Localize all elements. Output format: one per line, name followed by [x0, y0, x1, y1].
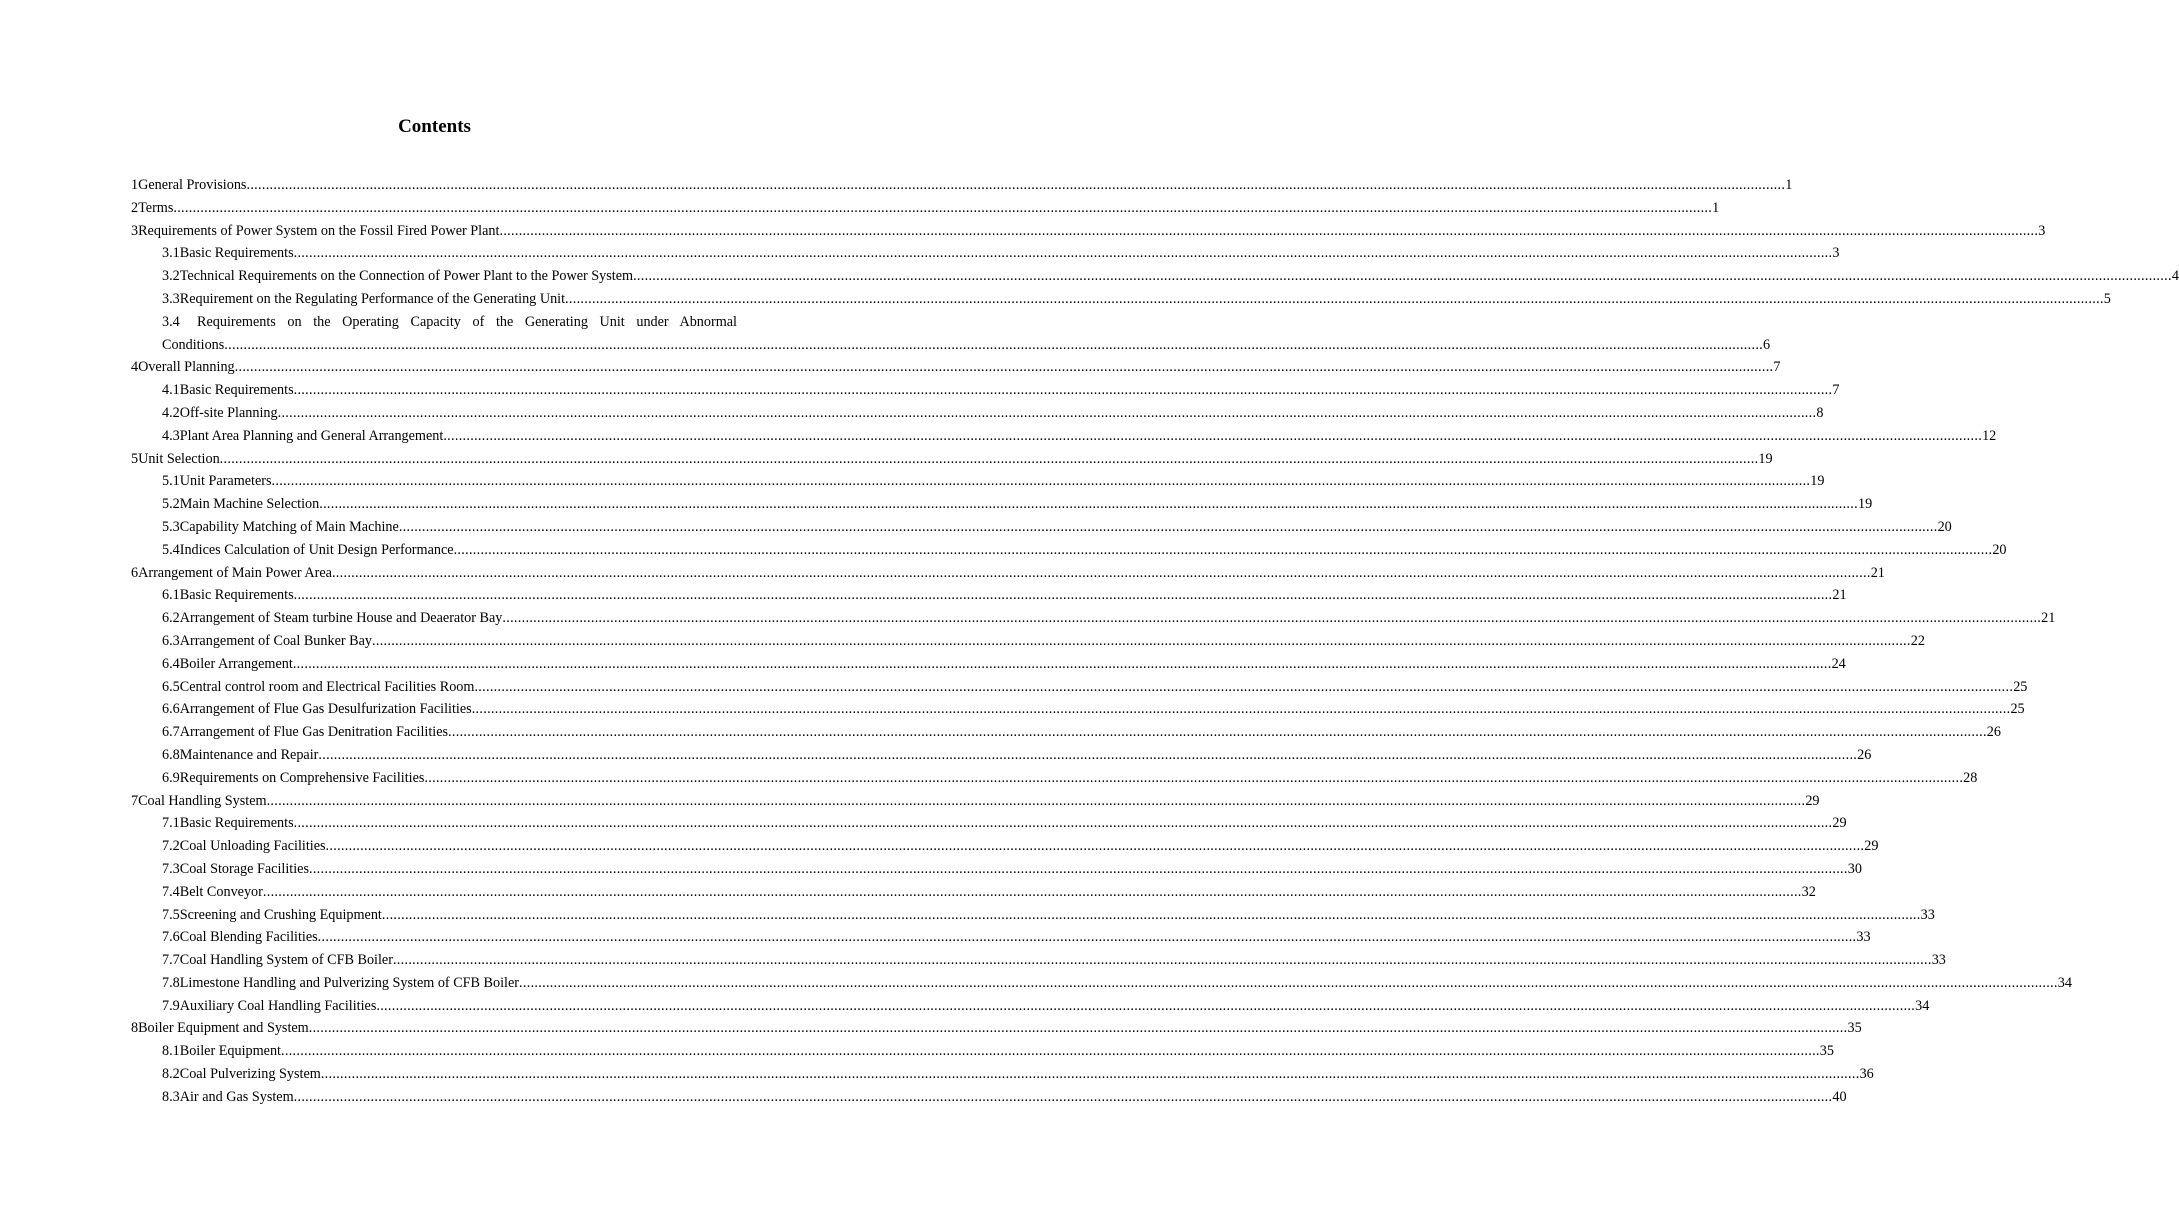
toc-page-number: 1	[1785, 177, 1793, 193]
toc-entry-title: Plant Area Planning and General Arrangement	[179, 427, 444, 444]
toc-entry-number: 6.5	[162, 678, 180, 695]
toc-entry-title: Coal Handling System	[138, 792, 267, 809]
toc-entry[interactable]	[131, 356, 1781, 379]
dot-leader: ................................................................................................................................................................................................................................................................................................................................................................................................................	[392, 952, 1932, 969]
toc-page-number: 34	[2057, 974, 2072, 991]
toc-entry-title: Screening and Crushing Equipment	[179, 906, 382, 923]
toc-page-number: 28	[1963, 769, 1978, 786]
toc-page-number: 33	[1856, 929, 1871, 946]
toc-entry[interactable]	[162, 926, 1871, 949]
toc-entry-title: Main Machine Selection	[179, 496, 320, 513]
toc-entry-number: 7.5	[162, 906, 180, 923]
toc-entry-title: Unit Parameters	[179, 473, 272, 490]
dot-leader: ................................................................................................................................................................................................................................................................................................................................................................................................................	[381, 906, 1921, 923]
toc-entry-number: 7.4	[162, 883, 180, 900]
toc-page-number: 3	[2038, 222, 2046, 239]
toc-entry-title: Basic Requirements	[179, 815, 294, 832]
toc-entry[interactable]	[131, 197, 1720, 220]
toc-entry-number: 5.2	[162, 496, 180, 513]
toc-page-number: 7	[1773, 359, 1781, 376]
toc-entry-title: Terms	[138, 199, 174, 216]
toc-entry[interactable]	[131, 562, 1885, 585]
toc-entry[interactable]	[162, 1086, 1847, 1109]
toc-entry-title: Coal Handling System of CFB Boiler	[179, 952, 393, 969]
dot-leader: ................................................................................................................................................................................................................................................................................................................................................................................................................	[224, 336, 1764, 353]
toc-entry[interactable]	[162, 949, 1946, 972]
toc-page-number: 3	[1832, 245, 1840, 262]
toc-entry-number: 6.3	[162, 632, 180, 649]
toc-entry[interactable]	[162, 265, 2179, 288]
dot-leader: ................................................................................................................................................................................................................................................................................................................................................................................................................	[471, 701, 2011, 718]
toc-page-number: 4	[2171, 268, 2179, 285]
toc-entry-title: Capability Matching of Main Machine	[179, 518, 399, 535]
toc-page-number: 33	[1931, 952, 1946, 969]
toc-entry-number: 8.3	[162, 1088, 180, 1105]
dot-leader: ................................................................................................................................................................................................................................................................................................................................................................................................................	[292, 655, 1832, 672]
toc-page-number: 5	[2103, 290, 2111, 307]
toc-page-number: 26	[1857, 746, 1872, 763]
dot-leader: ................................................................................................................................................................................................................................................................................................................................................................................................................	[448, 724, 1987, 741]
dot-leader: ................................................................................................................................................................................................................................................................................................................................................................................................................	[372, 632, 1911, 649]
toc-page-number: 21	[1832, 587, 1847, 604]
dot-leader: ................................................................................................................................................................................................................................................................................................................................................................................................................	[293, 587, 1833, 604]
toc-entry[interactable]	[162, 470, 1825, 493]
toc-entry-number: 5.3	[162, 518, 180, 535]
toc-entry-title: Coal Pulverizing System	[179, 1066, 321, 1083]
toc-entry-title: Basic Requirements	[179, 587, 294, 604]
toc-entry[interactable]	[162, 516, 1952, 539]
toc-entry-title: Basic Requirements	[179, 245, 294, 262]
toc-page-number: 36	[1859, 1066, 1874, 1083]
toc-entry-number: 7.9	[162, 997, 180, 1014]
toc-entry[interactable]	[162, 972, 2072, 995]
toc-page-number: 32	[1801, 883, 1816, 900]
toc-entry-title: Off-site Planning	[179, 404, 278, 421]
toc-entry-number: 6.1	[162, 587, 180, 604]
toc-entry[interactable]	[162, 493, 1873, 516]
page-title: Contents	[398, 116, 471, 137]
toc-entry-number: 4.1	[162, 382, 180, 399]
toc-page-number: 20	[1937, 518, 1952, 535]
toc-entry[interactable]	[162, 653, 1846, 676]
dot-leader: ................................................................................................................................................................................................................................................................................................................................................................................................................	[443, 427, 1983, 444]
toc-entry[interactable]	[162, 698, 2025, 721]
toc-entry-number: 3.1	[162, 245, 180, 262]
toc-entry-title: Auxiliary Coal Handling Facilities	[179, 997, 377, 1014]
toc-entry-title: Requirements on the Operating Capacity of the Generating Unit under Abnormal	[197, 313, 737, 330]
toc-entry-number: 3.2	[162, 268, 180, 285]
toc-entry-title: Maintenance and Repair	[179, 746, 319, 763]
toc-page-number: 25	[2010, 701, 2025, 718]
toc-entry-number: 8.2	[162, 1066, 180, 1083]
toc-page-number: 30	[1847, 860, 1862, 877]
dot-leader: ................................................................................................................................................................................................................................................................................................................................................................................................................	[293, 382, 1833, 399]
toc-entry[interactable]	[162, 676, 2028, 699]
toc-entry[interactable]	[162, 242, 1840, 265]
toc-entry-title: Coal Unloading Facilities	[179, 838, 326, 855]
dot-leader: ................................................................................................................................................................................................................................................................................................................................................................................................................	[453, 541, 1993, 558]
dot-leader: ................................................................................................................................................................................................................................................................................................................................................................................................................	[325, 838, 1865, 855]
dot-leader: ................................................................................................................................................................................................................................................................................................................................................................................................................	[474, 678, 2014, 695]
toc-entry[interactable]	[162, 1063, 1874, 1086]
toc-entry[interactable]	[131, 220, 2046, 243]
dot-leader: ................................................................................................................................................................................................................................................................................................................................................................................................................	[266, 792, 1806, 809]
toc-entry-title: Unit Selection	[138, 450, 220, 467]
toc-entry[interactable]	[162, 311, 737, 334]
dot-leader: ................................................................................................................................................................................................................................................................................................................................................................................................................	[317, 929, 1857, 946]
dot-leader: ................................................................................................................................................................................................................................................................................................................................................................................................................	[293, 245, 1833, 262]
toc-entry[interactable]	[131, 448, 1773, 471]
toc-entry-number: 1	[131, 177, 139, 193]
dot-leader: ................................................................................................................................................................................................................................................................................................................................................................................................................	[319, 496, 1858, 513]
toc-entry-title: Arrangement of Steam turbine House and Deaerator Bay	[179, 610, 503, 627]
toc-entry-number: 6.8	[162, 746, 180, 763]
toc-entry-title: Arrangement of Main Power Area	[138, 564, 332, 581]
toc-entry[interactable]	[131, 1017, 1862, 1040]
toc-entry-title: Overall Planning	[138, 359, 235, 376]
toc-entry-number: 5	[131, 450, 139, 467]
toc-page-number: 6	[1763, 336, 1771, 353]
toc-entry[interactable]	[162, 630, 1925, 653]
toc-entry-title: Central control room and Electrical Facilities Room	[179, 678, 475, 695]
toc-entry-title: Requirements of Power System on the Fossil Fired Power Plant	[138, 222, 500, 239]
dot-leader: ................................................................................................................................................................................................................................................................................................................................................................................................................	[293, 815, 1833, 832]
toc-page-number: 19	[1758, 450, 1773, 467]
toc-entry-title: Requirements on Comprehensive Facilities	[179, 769, 425, 786]
dot-leader: ................................................................................................................................................................................................................................................................................................................................................................................................................	[246, 177, 1786, 193]
dot-leader: ................................................................................................................................................................................................................................................................................................................................................................................................................	[173, 199, 1713, 216]
dot-leader: ................................................................................................................................................................................................................................................................................................................................................................................................................	[308, 860, 1848, 877]
toc-entry-number: 3.4	[162, 313, 180, 330]
toc-entry[interactable]	[162, 881, 1816, 904]
toc-entry[interactable]	[162, 1040, 1834, 1063]
toc-entry-number: 3	[131, 222, 139, 239]
dot-leader: ................................................................................................................................................................................................................................................................................................................................................................................................................	[502, 610, 2042, 627]
toc-entry[interactable]	[162, 402, 1824, 425]
toc-entry-number: 7	[131, 792, 139, 809]
dot-leader: ................................................................................................................................................................................................................................................................................................................................................................................................................	[331, 564, 1871, 581]
toc-page-number: 19	[1810, 473, 1825, 490]
toc-page-number: 33	[1920, 906, 1935, 923]
dot-leader: ................................................................................................................................................................................................................................................................................................................................................................................................................	[293, 1088, 1833, 1105]
toc-page-number: 7	[1832, 382, 1840, 399]
toc-page-number: 20	[1992, 541, 2007, 558]
toc-entry[interactable]	[162, 858, 1862, 881]
toc-page-number: 19	[1857, 496, 1873, 513]
toc-entry[interactable]	[162, 379, 1840, 402]
table-of-contents	[131, 174, 2179, 1109]
toc-entry[interactable]	[162, 539, 2007, 562]
toc-entry-title: Arrangement of Flue Gas Denitration Facilities	[179, 724, 449, 741]
toc-entry-number: 4.3	[162, 427, 180, 444]
toc-entry-title: Coal Blending Facilities	[179, 929, 318, 946]
toc-page-number: 35	[1847, 1020, 1862, 1037]
toc-entry-number: 7.6	[162, 929, 180, 946]
toc-entry-number: 4	[131, 359, 139, 376]
toc-entry-title: Boiler Equipment	[179, 1043, 282, 1060]
toc-page-number: 21	[1870, 564, 1885, 581]
toc-entry-title: Basic Requirements	[179, 382, 294, 399]
toc-entry-number: 7.8	[162, 974, 180, 991]
toc-entry-number: 7.1	[162, 815, 180, 832]
toc-entry-number: 8	[131, 1020, 139, 1037]
toc-page-number: 24	[1831, 655, 1846, 672]
toc-entry-title-continued: Conditions	[162, 336, 225, 353]
toc-page-number: 25	[2013, 678, 2028, 695]
toc-entry-number: 6.6	[162, 701, 180, 718]
dot-leader: ................................................................................................................................................................................................................................................................................................................................................................................................................	[424, 769, 1964, 786]
toc-entry[interactable]	[131, 790, 1820, 813]
dot-leader: ................................................................................................................................................................................................................................................................................................................................................................................................................	[398, 518, 1938, 535]
toc-entry[interactable]	[131, 174, 1793, 197]
toc-page-number: 29	[1832, 815, 1847, 832]
toc-entry-title: Boiler Equipment and System	[138, 1020, 309, 1037]
dot-leader: ................................................................................................................................................................................................................................................................................................................................................................................................................	[320, 1066, 1860, 1083]
toc-entry[interactable]	[162, 904, 1935, 927]
toc-entry-number: 6	[131, 564, 139, 581]
toc-page-number: 35	[1819, 1043, 1834, 1060]
toc-page-number: 26	[1986, 724, 2001, 741]
dot-leader: ................................................................................................................................................................................................................................................................................................................................................................................................................	[376, 997, 1916, 1014]
toc-entry-number: 6.2	[162, 610, 180, 627]
dot-leader: ................................................................................................................................................................................................................................................................................................................................................................................................................	[633, 268, 2172, 285]
toc-entry-number: 8.1	[162, 1043, 180, 1060]
dot-leader: ................................................................................................................................................................................................................................................................................................................................................................................................................	[234, 359, 1774, 376]
toc-page-number: 29	[1805, 792, 1820, 809]
toc-entry-title: Belt Conveyor	[179, 883, 263, 900]
toc-entry-number: 7.2	[162, 838, 180, 855]
toc-entry-title: Limestone Handling and Pulverizing System of CFB Boiler	[179, 974, 520, 991]
toc-entry[interactable]	[162, 721, 2001, 744]
toc-page-number: 1	[1712, 199, 1720, 216]
toc-entry-number: 6.4	[162, 655, 180, 672]
toc-entry-title: Arrangement of Coal Bunker Bay	[179, 632, 372, 649]
toc-entry-title: Requirement on the Regulating Performance of the Generating Unit	[179, 290, 566, 307]
toc-page-number: 21	[2041, 610, 2056, 627]
dot-leader: ................................................................................................................................................................................................................................................................................................................................................................................................................	[318, 746, 1858, 763]
toc-entry[interactable]	[162, 425, 1997, 448]
toc-entry-title: Arrangement of Flue Gas Desulfurization Facilities	[179, 701, 472, 718]
dot-leader: ................................................................................................................................................................................................................................................................................................................................................................................................................	[281, 1043, 1820, 1060]
dot-leader: ................................................................................................................................................................................................................................................................................................................................................................................................................	[277, 404, 1817, 421]
toc-entry[interactable]	[162, 607, 2056, 630]
toc-entry[interactable]	[162, 744, 1872, 767]
toc-entry-number: 4.2	[162, 404, 180, 421]
dot-leader: ................................................................................................................................................................................................................................................................................................................................................................................................................	[499, 222, 2039, 239]
dot-leader: ................................................................................................................................................................................................................................................................................................................................................................................................................	[565, 290, 2104, 307]
toc-entry-number: 3.3	[162, 290, 180, 307]
toc-entry-number: 7.3	[162, 860, 180, 877]
toc-entry[interactable]	[162, 835, 1879, 858]
toc-entry[interactable]	[162, 288, 2111, 311]
toc-entry-title: Air and Gas System	[179, 1088, 294, 1105]
toc-entry-number: 6.9	[162, 769, 180, 786]
toc-entry-number: 6.7	[162, 724, 180, 741]
toc-entry[interactable]	[162, 584, 1847, 607]
toc-entry-number: 2	[131, 199, 139, 216]
toc-entry-title: Boiler Arrangement	[179, 655, 293, 672]
toc-entry-title: Technical Requirements on the Connection of Power Plant to the Power System	[179, 268, 634, 285]
toc-page-number: 22	[1910, 632, 1925, 649]
toc-page-number: 29	[1864, 838, 1879, 855]
toc-entry[interactable]	[162, 812, 1847, 835]
dot-leader: ................................................................................................................................................................................................................................................................................................................................................................................................................	[271, 473, 1811, 490]
toc-page-number: 12	[1982, 427, 1997, 444]
toc-entry-number: 5.4	[162, 541, 180, 558]
dot-leader: ................................................................................................................................................................................................................................................................................................................................................................................................................	[519, 974, 2058, 991]
toc-page-number: 8	[1816, 404, 1824, 421]
dot-leader: ................................................................................................................................................................................................................................................................................................................................................................................................................	[262, 883, 1802, 900]
dot-leader: ................................................................................................................................................................................................................................................................................................................................................................................................................	[219, 450, 1759, 467]
toc-entry-title: Coal Storage Facilities	[179, 860, 309, 877]
toc-entry-title: Indices Calculation of Unit Design Performance	[179, 541, 454, 558]
toc-entry-continuation[interactable]	[162, 334, 1771, 357]
dot-leader: ................................................................................................................................................................................................................................................................................................................................................................................................................	[308, 1020, 1848, 1037]
toc-page-number: 34	[1915, 997, 1930, 1014]
toc-entry-number: 7.7	[162, 952, 180, 969]
toc-entry[interactable]	[162, 995, 1930, 1018]
toc-entry-number: 5.1	[162, 473, 180, 490]
toc-entry[interactable]	[162, 767, 1978, 790]
toc-entry-title: General Provisions	[138, 177, 247, 193]
toc-page-number: 40	[1832, 1088, 1847, 1105]
